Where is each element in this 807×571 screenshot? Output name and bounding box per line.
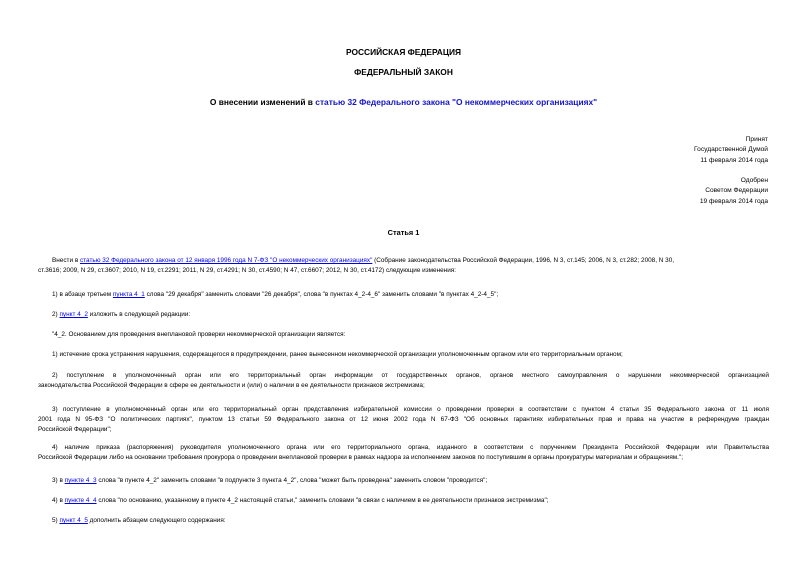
intro-post: (Собрание законодательства Российской Федерации, 1996, N 3, ст.145; 2006, N 3, ст.282; 2008, N 30, bbox=[372, 257, 675, 264]
intro-line-2: ст.3616; 2009, N 29, ст.3607; 2010, N 19, ст.2291; 2011, N 29, ст.4291; N 30, ст.4590; N 47, ст.6607; 2012, N 30, ст.4172) следующие изменения: bbox=[38, 266, 457, 274]
intro-paragraph bbox=[38, 256, 769, 276]
basis-4-line-2: Российской Федерации либо на основании требования прокурора о проведении внеплановой проверки в рамках надзора за исполнением законов по поступившим в органы прокуратуры материалам и обращениям."; bbox=[38, 453, 683, 461]
adoption-block bbox=[694, 135, 768, 166]
intro-pre: Внести в bbox=[52, 257, 80, 264]
law-title bbox=[0, 97, 807, 107]
point-4-1-link[interactable]: пункта 4_1 bbox=[112, 291, 145, 298]
basis-3-line-3: Российской Федерации"; bbox=[38, 425, 112, 433]
basis-2-paragraph bbox=[38, 371, 769, 391]
item-1-post: слова "29 декабря" заменить словами "26 декабря", слова "в пунктах 4_2-4_6" заменить словами "в пунктах 4_2-4_5"; bbox=[144, 291, 499, 298]
item-1-paragraph bbox=[38, 290, 769, 300]
item-3-paragraph bbox=[38, 476, 769, 486]
item-5-post: дополнить абзацем следующего содержания: bbox=[87, 517, 226, 524]
adoption-line-1: Принят bbox=[745, 136, 768, 143]
item-3-pre: 3) в bbox=[52, 477, 65, 484]
point-4-2-text: "4_2. Основанием для проведения внеплановой проверки некоммерческой организации является: bbox=[52, 331, 346, 338]
federal-law-link[interactable]: статью 32 Федерального закона от 12 января 1996 года N 7-ФЗ "О некоммерческих организациях" bbox=[79, 257, 373, 264]
country-heading: РОССИЙСКАЯ ФЕДЕРАЦИЯ bbox=[345, 47, 462, 57]
item-2-pre: 2) bbox=[52, 311, 60, 318]
article-heading: Статья 1 bbox=[387, 228, 420, 237]
basis-4-line-1: 4) наличие приказа (распоряжения) руководителя уполномоченного органа или его территориального органа, изданного в соответствии с поручением Президента Российской Федерации или Правительства bbox=[52, 444, 769, 451]
item-4-pre: 4) в bbox=[52, 497, 65, 504]
item-5-pre: 5) bbox=[52, 517, 60, 524]
item-5-paragraph bbox=[38, 516, 769, 526]
basis-3-line-1: 3) поступление в уполномоченный орган или его территориальный орган представления избирательной комиссии о проведении проверки в соответствии с пунктом 4 статьи 35 Федерального закона от 11 июля bbox=[52, 406, 769, 413]
item-1-pre: 1) в абзаце третьем bbox=[52, 291, 113, 298]
approval-block bbox=[700, 176, 768, 207]
basis-3-paragraph bbox=[38, 405, 769, 434]
item-3-post: слова "в пункте 4_2" заменить словами "в подпункте 3 пункта 4_2", слова "может быть проведена" заменить словом "проводится"; bbox=[96, 477, 488, 484]
item-4-paragraph bbox=[38, 496, 769, 506]
item-2-paragraph bbox=[38, 310, 769, 320]
point-4-3-link[interactable]: пункте 4_3 bbox=[64, 477, 97, 484]
basis-2-line-1: 2) поступление в уполномоченный орган или его территориальный орган информации от государственных органов, органов местного самоуправления о нарушении некоммерческой организацией bbox=[52, 372, 769, 379]
law-type-heading: ФЕДЕРАЛЬНЫЙ ЗАКОН bbox=[354, 67, 453, 77]
item-4-post: слова "по основанию, указанному в пункте 4_2 настоящей статьи," заменить словами "в связи с наличием в ее деятельности признаков экстремизма"; bbox=[96, 497, 549, 504]
point-4-4-link[interactable]: пункте 4_4 bbox=[64, 497, 97, 504]
intro-line-1 bbox=[38, 256, 769, 266]
item-2-post: изложить в следующей редакции: bbox=[87, 311, 191, 318]
adoption-line-2: Государственной Думой bbox=[694, 146, 768, 154]
basis-2-line-2: законодательства Российской Федерации в сфере ее деятельности и (или) о наличии в ее деятельности признаков экстремизма; bbox=[38, 381, 425, 389]
basis-4-paragraph bbox=[38, 443, 769, 463]
approval-line-3: 19 февраля 2014 года bbox=[699, 197, 768, 205]
basis-1-paragraph: 1) истечение срока устранения нарушения, содержащегося в предупреждении, ранее вынесенном некоммерческой организации уполномоченным органом или его территориальным органом; bbox=[52, 351, 623, 358]
approval-line-1: Одобрен bbox=[740, 177, 768, 184]
adoption-line-3: 11 февраля 2014 года bbox=[700, 156, 768, 164]
article-32-link[interactable]: статью 32 Федерального закона "О некоммерческих организациях" bbox=[315, 97, 598, 107]
approval-line-2: Советом Федерации bbox=[705, 187, 768, 195]
basis-3-line-2: 2001 года N 95-ФЗ "О политических партиях", пунктом 13 статьи 59 Федерального закона от 12 июня 2002 года N 67-ФЗ "Об основных гарантиях избирательных прав и права на участие в референдуме граждан bbox=[38, 415, 769, 423]
law-title-prefix: О внесении изменений в bbox=[209, 97, 316, 107]
point-4-5-link[interactable]: пункт 4_5 bbox=[59, 517, 88, 524]
point-4-2-link[interactable]: пункт 4_2 bbox=[59, 311, 88, 318]
